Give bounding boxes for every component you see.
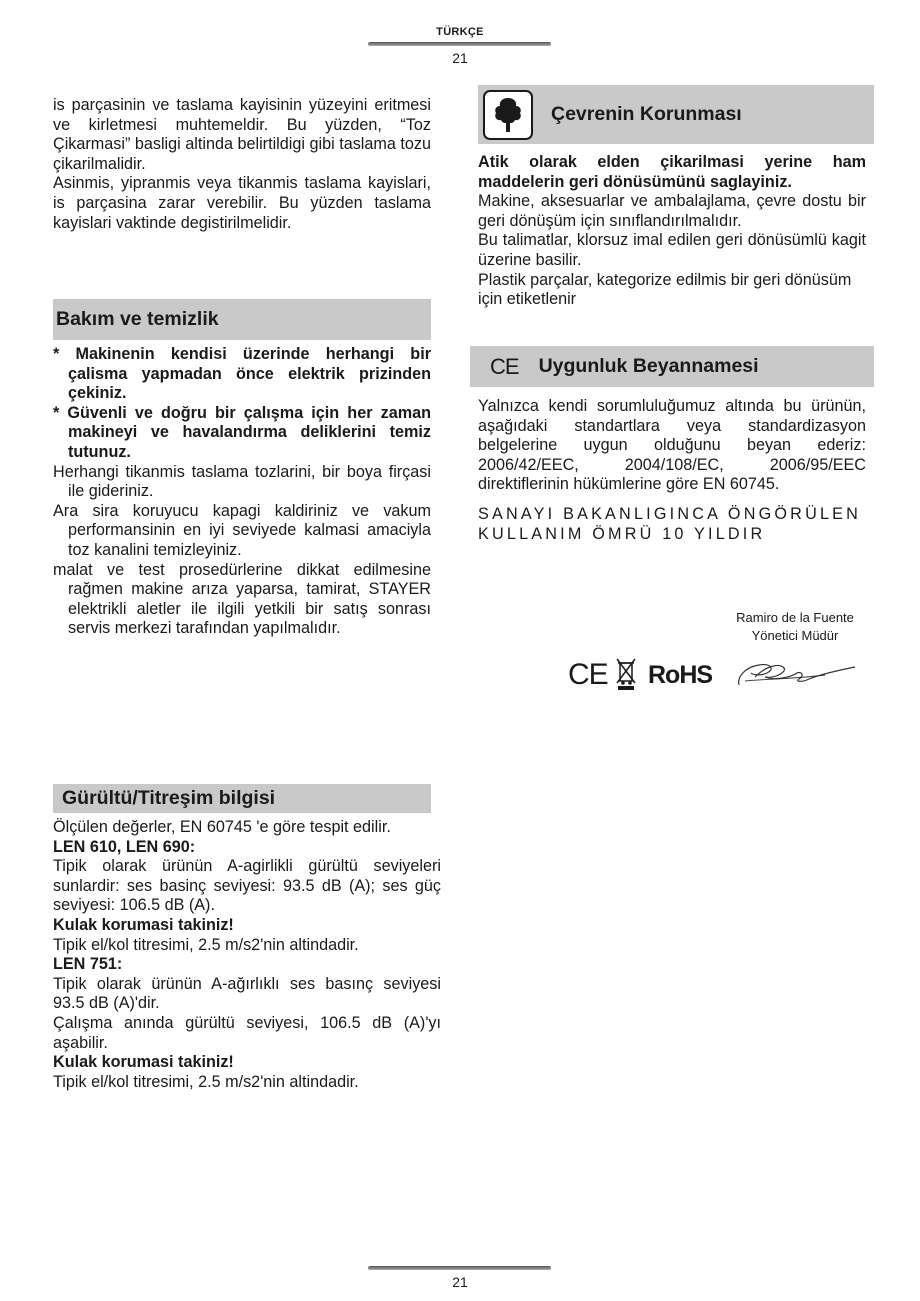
signatory-name: Ramiro de la Fuente — [736, 610, 854, 625]
maintenance-bold-item: * Güvenli ve doğru bir çalışma için her zaman makineyi ve havalandırma deliklerini temiz tutunuz. — [53, 403, 431, 461]
noise-section-header — [53, 784, 431, 813]
noise-line: Tipik el/kol titresimi, 2.5 m/s2'nin altindadir. — [53, 1072, 359, 1091]
noise-line: LEN 610, LEN 690: — [53, 837, 196, 856]
signatory-block — [720, 609, 870, 645]
header-rule — [368, 42, 551, 46]
conformity-text — [478, 397, 866, 544]
noise-line: LEN 751: — [53, 955, 123, 974]
environment-paragraph: Bu talimatlar, klorsuz imal edilen geri dönüsümlü kagit üzerine basilir. — [478, 231, 866, 269]
maintenance-paragraph: Ara sira koruyucu kapagi kaldiriniz ve vakum performansinin en iyi seviyede kalmasi amaciyla toz kanalini temizleyiniz. — [53, 501, 431, 559]
environment-section-header — [478, 85, 874, 144]
ce-logo-icon: CE — [568, 658, 608, 691]
header-page-number: 21 — [452, 50, 468, 66]
maintenance-paragraph: malat ve test prosedürlerine dikkat edilmesine rağmen makine arıza yaparsa, tamirat, STAYER elektrikli aletler ile ilgili yetkili bir satış sonrası servis merkezi tarafından yapılmalıdır. — [53, 560, 431, 638]
tree-icon — [483, 90, 533, 140]
noise-line: Tipik olarak ürünün A-agirlikli gürültü seviyeleri sunlardir: ses basinç seviyesi: 93.5 dB (A); ses güç seviyesi: 106.5 dB (A). — [53, 857, 441, 915]
rohs-logo-icon: RoHS — [648, 661, 713, 689]
noise-title: Gürültü/Titreşim bilgisi — [62, 787, 276, 809]
environment-bold-text: Atik olarak elden çikarilmasi yerine ham maddelerin geri dönüsümünü saglayiniz. — [478, 153, 866, 191]
maintenance-paragraph: Herhangi tikanmis taslama tozlarini, bir boya firçasi ile gideriniz. — [53, 462, 431, 501]
intro-paragraph: is parçasinin ve taslama kayisinin yüzeyini eritmesi ve kirletmesi muhtemeldir. Bu yüzden, “Toz Çikarmasi” basligi altinda belirtildigi gibi taslama tozu çikarilmalidir. — [53, 96, 431, 173]
noise-line: Ölçülen değerler, EN 60745 'e göre tespit edilir. — [53, 818, 391, 836]
maintenance-bold-item: * Makinenin kendisi üzerinde herhangi bir çalisma yapmadan önce elektrik prizinden çekiniz. — [53, 345, 431, 403]
conformity-title: Uygunluk Beyannamesi — [538, 355, 759, 377]
environment-title: Çevrenin Korunması — [551, 103, 742, 125]
noise-line: Çalışma anında gürültü seviyesi, 106.5 dB (A)'yı aşabilir. — [53, 1013, 441, 1052]
noise-line: Kulak korumasi takiniz! — [53, 915, 234, 934]
noise-line: Tipik olarak ürünün A-ağırlıklı ses basınç seviyesi 93.5 dB (A)'dir. — [53, 974, 441, 1013]
conformity-paragraph: Yalnızca kendi sorumluluğumuz altında bu ürünün, aşağıdaki standartlara veya standardizasyon belgelerine uygun olduğunu beyan ederiz: 2006/42/EEC, 2004/108/EC, 2006/95/EEC direktiflerinin hükümlerine göre EN 60745. — [478, 397, 866, 494]
footer-rule — [368, 1266, 551, 1270]
maintenance-text — [53, 345, 431, 639]
conformity-notice: SANAYI BAKANLIGINCA ÖNGÖRÜLEN KULLANIM ÖMRÜ 10 YILDIR — [478, 504, 862, 543]
noise-line: Tipik el/kol titresimi, 2.5 m/s2'nin altindadir. — [53, 935, 359, 954]
weee-bin-icon — [614, 657, 638, 691]
intro-text — [53, 96, 431, 233]
conformity-section-header — [470, 346, 874, 387]
header-language: TÜRKÇE — [436, 26, 484, 38]
intro-paragraph: Asinmis, yipranmis veya tikanmis taslama kayislari, is parçasina zarar verebilir. Bu yüzden taslama kayislari vaktinde degistirilmelidir. — [53, 174, 431, 232]
maintenance-section-header — [53, 299, 431, 340]
signature-icon — [735, 655, 857, 691]
maintenance-title: Bakım ve temizlik — [56, 308, 219, 330]
footer-page-number: 21 — [452, 1274, 468, 1290]
noise-line: Kulak korumasi takiniz! — [53, 1053, 234, 1072]
environment-text — [478, 153, 866, 310]
ce-mark-icon: CE — [490, 353, 519, 379]
signatory-title: Yönetici Müdür — [751, 628, 839, 643]
environment-paragraph: Plastik parçalar, kategorize edilmis bir geri dönüsüm için etiketlenir — [478, 270, 852, 309]
noise-text — [53, 818, 441, 1092]
environment-paragraph: Makine, aksesuarlar ve ambalajlama, çevre dostu bir geri dönüşüm için sınıflandırılmalıdır. — [478, 192, 866, 230]
